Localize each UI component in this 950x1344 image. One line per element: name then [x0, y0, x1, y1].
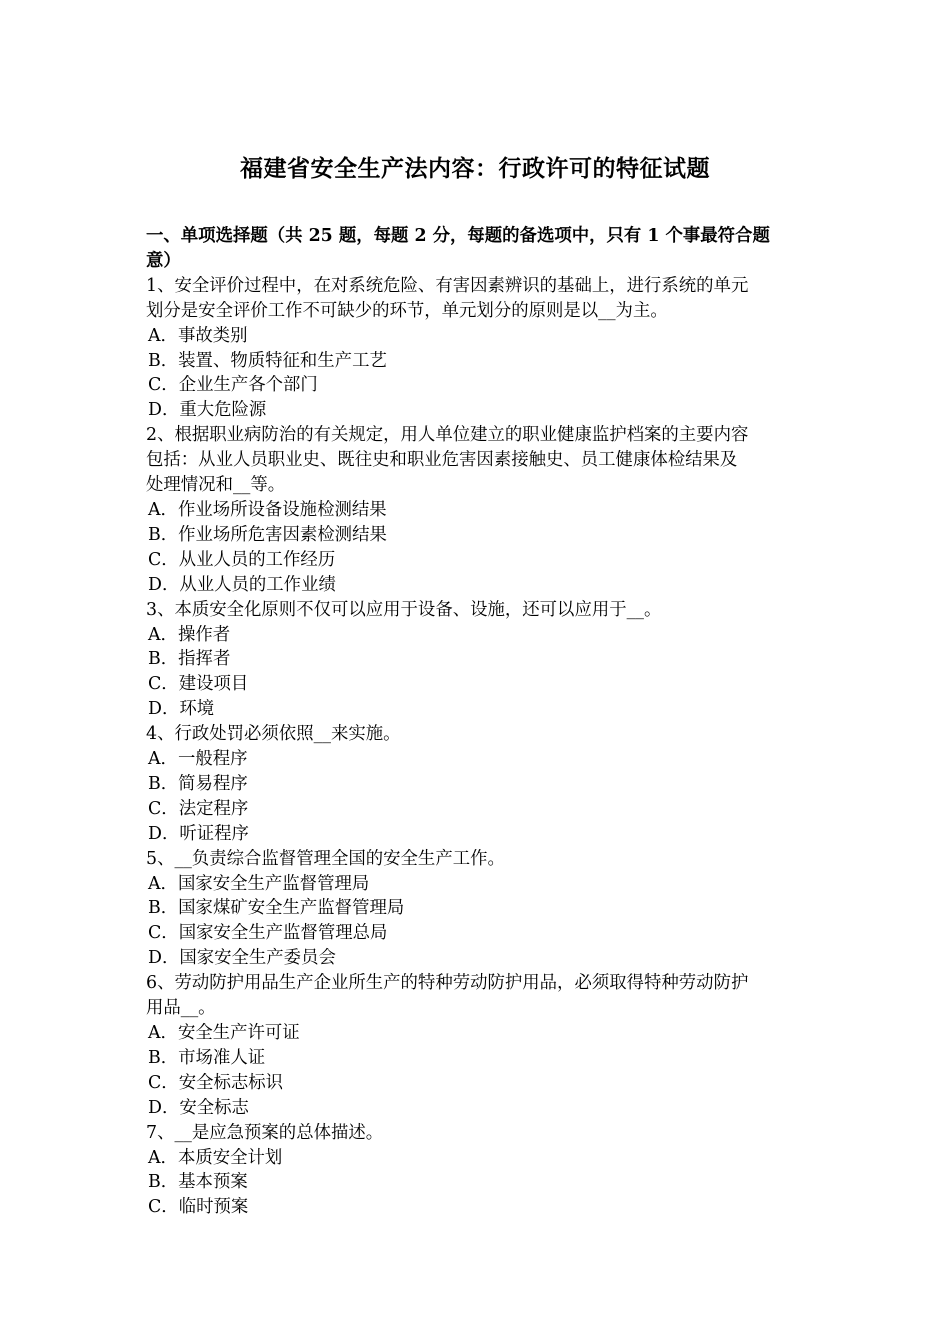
question-stem-line: 5、__负责综合监督管理全国的安全生产工作。 — [146, 848, 505, 869]
option-b: B．装置、物质特征和生产工艺 — [148, 350, 387, 371]
option-b: B．作业场所危害因素检测结果 — [148, 524, 387, 545]
option-a: A．本质安全计划 — [148, 1147, 283, 1168]
question-5 — [146, 847, 810, 972]
question-stem-line: 7、__是应急预案的总体描述。 — [146, 1122, 384, 1143]
option-b: B．基本预案 — [148, 1172, 248, 1193]
option-a: A．事故类别 — [148, 325, 248, 346]
question-stem-line: 包括：从业人员职业史、既往史和职业危害因素接触史、员工健康体检结果及 — [146, 450, 738, 471]
question-stem-line: 1、安全评价过程中，在对系统危险、有害因素辨识的基础上，进行系统的单元 — [146, 275, 749, 296]
section-heading-line: 意） — [146, 250, 181, 271]
option-b: B．国家煤矿安全生产监督管理局 — [148, 898, 405, 919]
question-stem-line: 6、劳动防护用品生产企业所生产的特种劳动防护用品，必须取得特种劳动防护 — [146, 973, 749, 994]
option-c: C．从业人员的工作经历 — [148, 549, 336, 570]
option-c: C．建设项目 — [148, 674, 249, 695]
option-a: A．作业场所设备设施检测结果 — [148, 499, 387, 520]
question-stem-line: 3、本质安全化原则不仅可以应用于设备、设施，还可以应用于__。 — [146, 599, 662, 620]
option-d: D．从业人员的工作业绩 — [148, 574, 336, 595]
question-3 — [146, 598, 810, 723]
option-c: C．国家安全生产监督管理总局 — [148, 923, 388, 944]
question-6 — [146, 971, 810, 1120]
option-c: C．法定程序 — [148, 798, 249, 819]
option-d: D．安全标志 — [148, 1097, 249, 1118]
option-d: D．听证程序 — [148, 823, 249, 844]
option-c: C．临时预案 — [148, 1197, 249, 1218]
option-b: B．简易程序 — [148, 773, 248, 794]
option-d: D．环境 — [148, 699, 215, 720]
option-a: A．操作者 — [148, 624, 231, 645]
option-c: C．企业生产各个部门 — [148, 375, 318, 396]
option-b: B．指挥者 — [148, 649, 231, 670]
question-2 — [146, 423, 810, 597]
option-d: D．国家安全生产委员会 — [148, 948, 336, 969]
document-title: 福建省安全生产法内容：行政许可的特征试题 — [240, 155, 710, 182]
question-7 — [146, 1121, 810, 1221]
question-stem-line: 划分是安全评价工作不可缺少的环节，单元划分的原则是以__为主。 — [146, 300, 668, 321]
question-stem-line: 处理情况和__等。 — [146, 475, 286, 496]
question-1 — [146, 274, 810, 423]
question-stem-line: 4、行政处罚必须依照__来实施。 — [146, 724, 401, 745]
option-a: A．一般程序 — [148, 749, 248, 770]
option-a: A．安全生产许可证 — [148, 1023, 300, 1043]
option-d: D．重大危险源 — [148, 400, 267, 421]
option-b: B．市场准人证 — [148, 1047, 266, 1068]
document-body — [146, 224, 810, 1220]
option-a: A．国家安全生产监督管理局 — [148, 873, 370, 894]
question-4 — [146, 722, 810, 847]
question-stem-line: 2、根据职业病防治的有关规定，用人单位建立的职业健康监护档案的主要内容 — [146, 425, 749, 446]
question-stem-line: 用品__。 — [146, 998, 216, 1019]
section-heading-line: 一、单项选择题（共 25 题，每题 2 分，每题的备选项中，只有 1 个事最符合题 — [146, 226, 770, 246]
option-c: C．安全标志标识 — [148, 1072, 284, 1093]
